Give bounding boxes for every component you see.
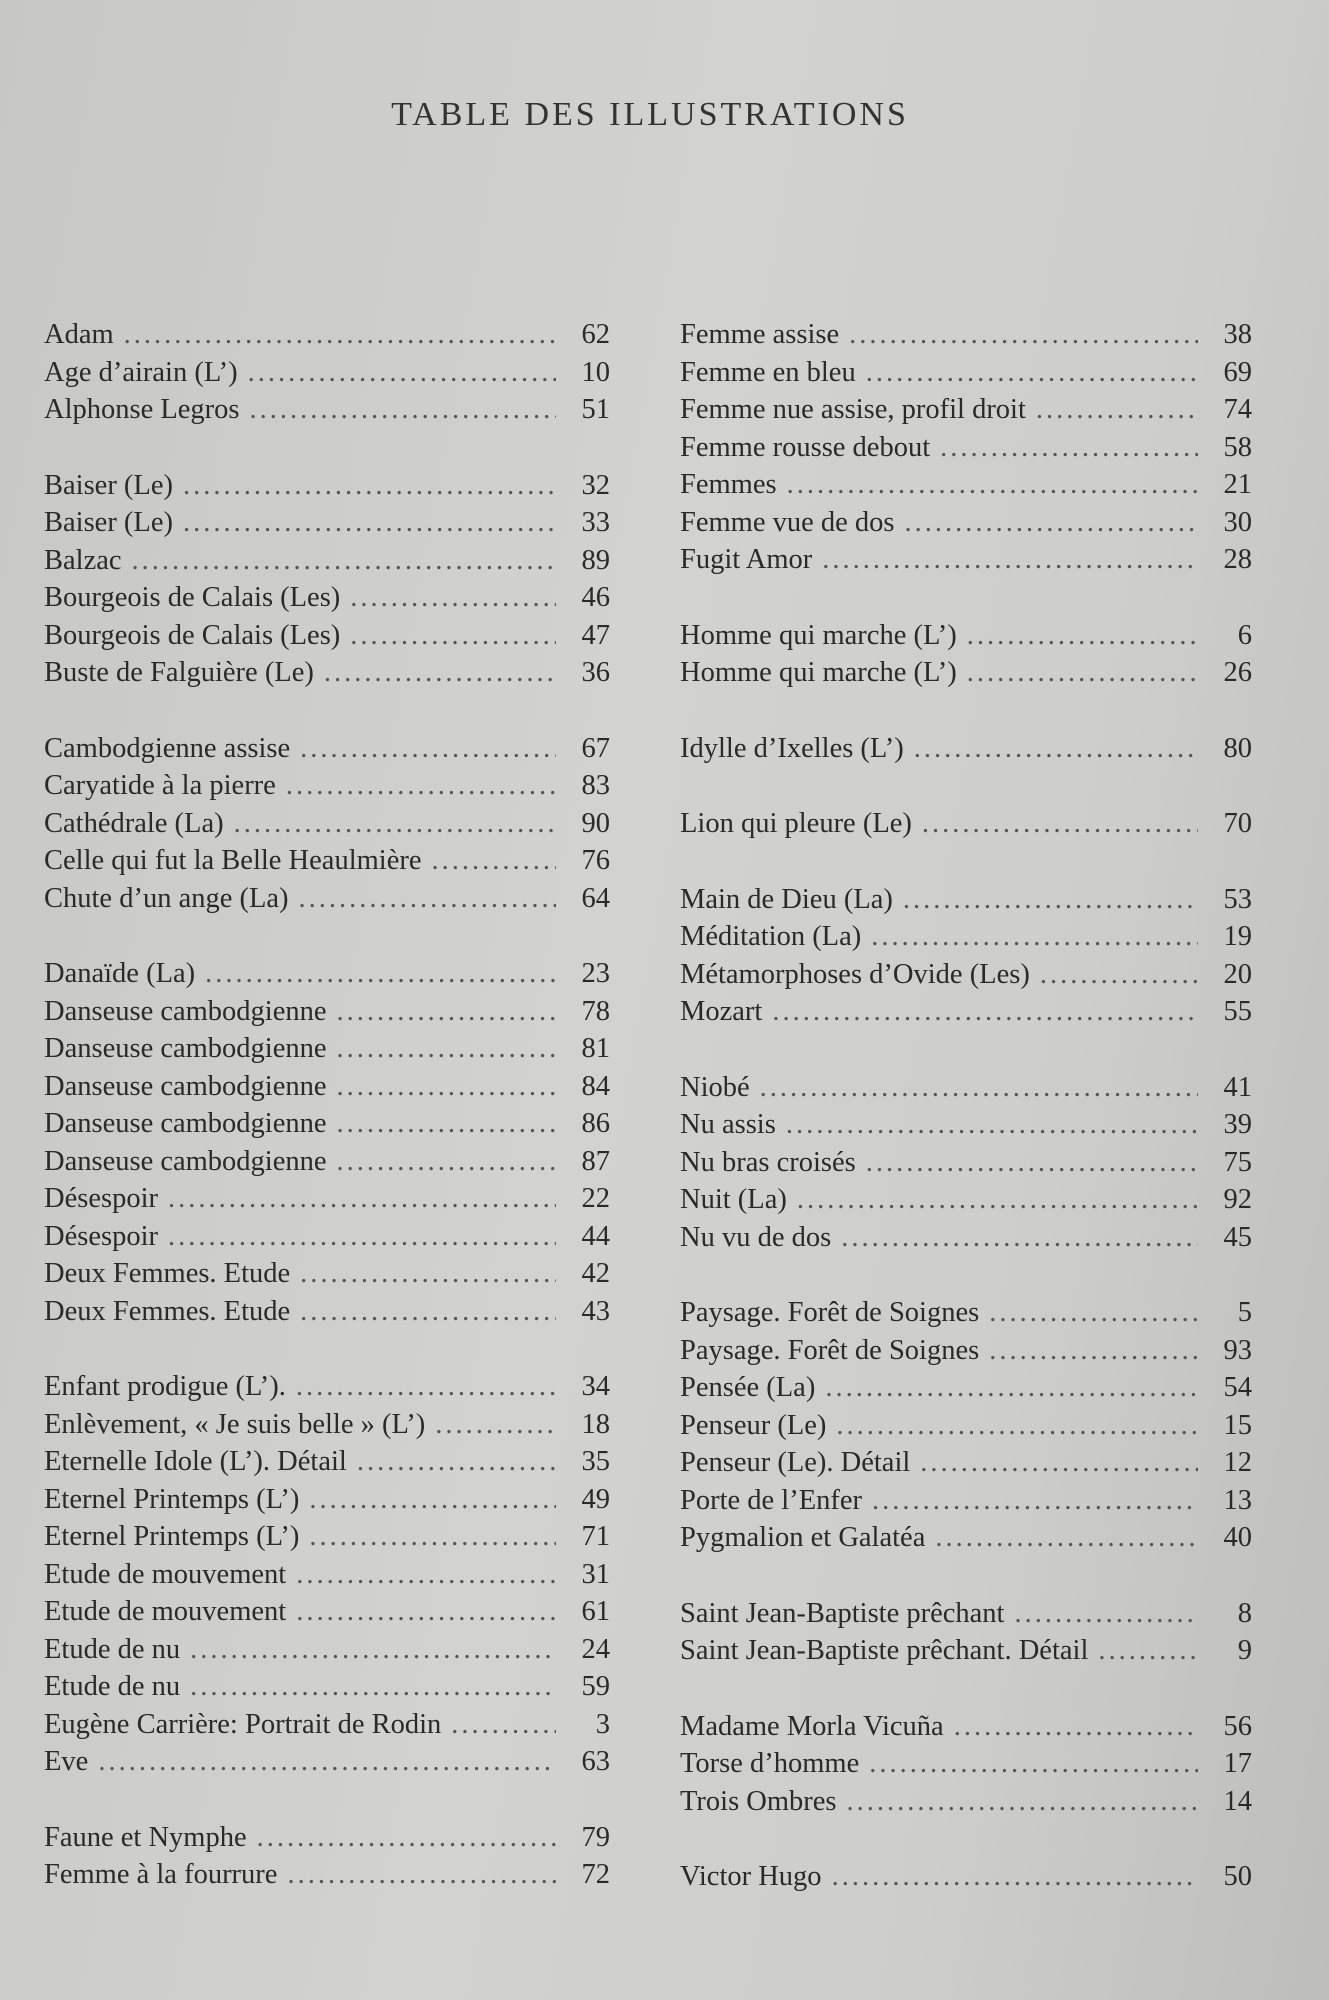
index-entry xyxy=(44,1406,610,1444)
index-group xyxy=(680,730,1252,768)
dot-leader xyxy=(98,1743,556,1781)
index-entry xyxy=(680,354,1252,392)
entry-page-number: 87 xyxy=(581,1145,610,1177)
index-entry xyxy=(44,1368,610,1406)
entry-page-number: 32 xyxy=(581,469,610,501)
index-entry xyxy=(680,1708,1252,1746)
dot-leader xyxy=(296,1593,556,1631)
dot-leader xyxy=(435,1406,556,1444)
dot-leader xyxy=(914,730,1198,768)
dot-leader xyxy=(250,391,556,429)
entry-page-number: 79 xyxy=(581,1821,610,1853)
dot-leader xyxy=(205,955,556,993)
entry-page-number: 6 xyxy=(1237,619,1252,651)
index-group xyxy=(44,1819,610,1894)
entry-page-number: 22 xyxy=(581,1183,610,1214)
entry-title: Baiser (Le) xyxy=(44,507,173,538)
entry-page-number: 84 xyxy=(581,1070,610,1102)
entry-title: Penseur (Le). Détail xyxy=(680,1447,911,1478)
index-entry xyxy=(44,579,610,617)
dot-leader xyxy=(300,730,556,768)
entry-title: Danseuse cambodgienne xyxy=(44,995,327,1027)
entry-title: Cathédrale (La) xyxy=(44,807,224,839)
entry-page-number: 14 xyxy=(1223,1785,1252,1817)
index-group xyxy=(680,1069,1252,1257)
entry-page-number: 33 xyxy=(581,507,610,538)
entry-page-number: 34 xyxy=(581,1371,610,1402)
index-entry xyxy=(44,1293,610,1331)
dot-leader xyxy=(337,1030,556,1068)
entry-page-number: 53 xyxy=(1223,883,1252,915)
page-title: TABLE DES ILLUSTRATIONS xyxy=(391,96,909,133)
entry-page-number: 74 xyxy=(1223,394,1252,425)
index-entry xyxy=(680,1106,1252,1144)
index-entry xyxy=(44,654,610,692)
entry-page-number: 69 xyxy=(1223,356,1252,388)
entry-page-number: 31 xyxy=(581,1558,610,1590)
index-entry xyxy=(44,1819,610,1857)
dot-leader xyxy=(920,1444,1198,1482)
dot-leader xyxy=(234,805,556,843)
entry-title: Eternel Printemps (L’) xyxy=(44,1483,300,1515)
index-entry xyxy=(680,541,1252,579)
entry-page-number: 45 xyxy=(1223,1221,1252,1253)
index-entry xyxy=(680,429,1252,467)
entry-page-number: 19 xyxy=(1223,921,1252,952)
dot-leader xyxy=(1098,1632,1198,1670)
entry-title: Eve xyxy=(44,1746,89,1777)
entry-page-number: 23 xyxy=(581,958,610,989)
entry-title: Femmes xyxy=(680,469,777,500)
index-entry xyxy=(44,993,610,1031)
entry-title: Penseur (Le) xyxy=(680,1409,827,1441)
entry-title: Homme qui marche (L’) xyxy=(680,619,957,651)
index-entry xyxy=(680,1745,1252,1783)
index-entry xyxy=(44,1668,610,1706)
index-entry xyxy=(44,805,610,843)
entry-title: Paysage. Forêt de Soignes xyxy=(680,1297,980,1328)
index-entry xyxy=(680,730,1252,768)
entry-page-number: 41 xyxy=(1223,1071,1252,1103)
index-entry xyxy=(44,1556,610,1594)
entry-title: Lion qui pleure (Le) xyxy=(680,808,912,839)
entry-page-number: 92 xyxy=(1223,1184,1252,1215)
index-entry xyxy=(44,316,610,354)
dot-leader xyxy=(967,617,1198,655)
entry-title: Désespoir xyxy=(44,1183,158,1214)
index-entry xyxy=(44,1481,610,1519)
dot-leader xyxy=(432,842,557,880)
entry-title: Pygmalion et Galatéa xyxy=(680,1522,926,1553)
index-entry xyxy=(680,956,1252,994)
index-entry xyxy=(44,1743,610,1781)
entry-title: Eternelle Idole (L’). Détail xyxy=(44,1446,347,1477)
entry-title: Eternel Printemps (L’) xyxy=(44,1521,300,1552)
dot-leader xyxy=(168,1218,556,1256)
dot-leader xyxy=(869,1745,1198,1783)
entry-title: Deux Femmes. Etude xyxy=(44,1295,291,1327)
dot-leader xyxy=(309,1518,556,1556)
dot-leader xyxy=(836,1407,1198,1445)
entry-title: Main de Dieu (La) xyxy=(680,883,893,915)
entry-page-number: 63 xyxy=(581,1746,610,1777)
index-entry xyxy=(44,1255,610,1293)
dot-leader xyxy=(822,541,1198,579)
dot-leader xyxy=(287,1856,556,1894)
entry-page-number: 58 xyxy=(1223,431,1252,463)
entry-page-number: 61 xyxy=(581,1596,610,1627)
entry-title: Danaïde (La) xyxy=(44,958,196,989)
entry-page-number: 72 xyxy=(581,1859,610,1890)
entry-title: Etude de mouvement xyxy=(44,1596,287,1627)
index-entry xyxy=(680,993,1252,1031)
dot-leader xyxy=(866,354,1198,392)
entry-title: Eugène Carrière: Portrait de Rodin xyxy=(44,1708,442,1740)
index-group xyxy=(44,467,610,692)
index-entry xyxy=(680,1595,1252,1633)
entry-title: Balzac xyxy=(44,544,122,576)
index-group xyxy=(680,1595,1252,1670)
entry-page-number: 35 xyxy=(581,1446,610,1477)
entry-page-number: 24 xyxy=(581,1633,610,1665)
entry-page-number: 67 xyxy=(581,732,610,764)
entry-page-number: 36 xyxy=(581,657,610,688)
entry-title: Paysage. Forêt de Soignes xyxy=(680,1334,980,1366)
dot-leader xyxy=(337,993,556,1031)
index-entry xyxy=(680,1144,1252,1182)
dot-leader xyxy=(296,1368,556,1406)
right-column xyxy=(680,316,1252,1934)
entry-page-number: 38 xyxy=(1223,319,1252,350)
index-group xyxy=(680,1294,1252,1557)
dot-leader xyxy=(825,1369,1198,1407)
dot-leader xyxy=(1014,1595,1198,1633)
dot-leader xyxy=(772,993,1198,1031)
entry-page-number: 8 xyxy=(1237,1597,1252,1629)
entry-title: Nu vu de dos xyxy=(680,1221,832,1253)
index-entry xyxy=(680,1294,1252,1332)
entry-title: Idylle d’Ixelles (L’) xyxy=(680,732,904,764)
dot-leader xyxy=(1040,956,1198,994)
entry-title: Saint Jean-Baptiste prêchant. Détail xyxy=(680,1635,1089,1666)
index-entry xyxy=(44,504,610,542)
dot-leader xyxy=(309,1481,556,1519)
entry-title: Etude de nu xyxy=(44,1671,181,1702)
dot-leader xyxy=(357,1443,556,1481)
dot-leader xyxy=(451,1706,556,1744)
entry-page-number: 76 xyxy=(581,845,610,876)
entry-title: Celle qui fut la Belle Heaulmière xyxy=(44,845,422,876)
entry-page-number: 50 xyxy=(1223,1861,1252,1892)
entry-page-number: 93 xyxy=(1223,1334,1252,1366)
entry-page-number: 89 xyxy=(581,544,610,576)
dot-leader xyxy=(337,1068,556,1106)
entry-page-number: 81 xyxy=(581,1033,610,1064)
left-column xyxy=(44,316,610,1932)
entry-title: Etude de nu xyxy=(44,1633,181,1665)
entry-title: Fugit Amor xyxy=(680,544,813,575)
entry-title: Danseuse cambodgienne xyxy=(44,1070,327,1102)
dot-leader xyxy=(760,1069,1198,1107)
entry-title: Baiser (Le) xyxy=(44,469,173,501)
entry-title: Femme à la fourrure xyxy=(44,1859,278,1890)
dot-leader xyxy=(967,654,1198,692)
index-entry xyxy=(680,1482,1252,1520)
dot-leader xyxy=(871,918,1198,956)
dot-leader xyxy=(286,767,556,805)
index-entry xyxy=(44,617,610,655)
entry-title: Nu bras croisés xyxy=(680,1146,856,1178)
index-entry xyxy=(44,1593,610,1631)
entry-page-number: 10 xyxy=(581,356,610,388)
entry-title: Caryatide à la pierre xyxy=(44,770,276,801)
index-entry xyxy=(680,1783,1252,1821)
entry-page-number: 75 xyxy=(1223,1146,1252,1178)
dot-leader xyxy=(797,1181,1198,1219)
dot-leader xyxy=(786,1106,1198,1144)
index-entry xyxy=(680,1069,1252,1107)
entry-page-number: 64 xyxy=(581,882,610,914)
entry-title: Méditation (La) xyxy=(680,921,862,952)
index-entry xyxy=(680,1181,1252,1219)
entry-title: Madame Morla Vicuña xyxy=(680,1710,944,1742)
entry-page-number: 78 xyxy=(581,995,610,1027)
index-entry xyxy=(44,842,610,880)
index-entry xyxy=(680,1407,1252,1445)
index-entry xyxy=(44,1143,610,1181)
index-entry xyxy=(680,617,1252,655)
index-entry xyxy=(44,880,610,918)
entry-page-number: 40 xyxy=(1223,1522,1252,1553)
index-group xyxy=(44,955,610,1330)
index-entry xyxy=(44,1180,610,1218)
entry-title: Danseuse cambodgienne xyxy=(44,1108,327,1139)
entry-page-number: 42 xyxy=(581,1258,610,1289)
entry-page-number: 90 xyxy=(581,807,610,839)
entry-title: Deux Femmes. Etude xyxy=(44,1258,291,1289)
index-entry xyxy=(44,1631,610,1669)
entry-title: Femme en bleu xyxy=(680,356,856,388)
dot-leader xyxy=(337,1105,556,1143)
dot-leader xyxy=(841,1219,1198,1257)
entry-page-number: 13 xyxy=(1223,1484,1252,1516)
dot-leader xyxy=(324,654,556,692)
index-entry xyxy=(44,1218,610,1256)
entry-page-number: 80 xyxy=(1223,732,1252,764)
index-entry xyxy=(680,1858,1252,1896)
entry-page-number: 71 xyxy=(581,1521,610,1552)
entry-page-number: 21 xyxy=(1223,469,1252,500)
dot-leader xyxy=(168,1180,556,1218)
entry-title: Enfant prodigue (L’). xyxy=(44,1371,286,1402)
index-entry xyxy=(680,1369,1252,1407)
dot-leader xyxy=(183,504,556,542)
entry-page-number: 86 xyxy=(581,1108,610,1139)
index-entry xyxy=(680,1219,1252,1257)
entry-page-number: 51 xyxy=(581,394,610,425)
entry-page-number: 55 xyxy=(1223,996,1252,1027)
index-entry xyxy=(44,467,610,505)
index-entry xyxy=(680,881,1252,919)
entry-page-number: 49 xyxy=(581,1483,610,1515)
entry-title: Victor Hugo xyxy=(680,1861,822,1892)
dot-leader xyxy=(257,1819,556,1857)
entry-page-number: 83 xyxy=(581,770,610,801)
index-entry xyxy=(680,504,1252,542)
entry-title: Bourgeois de Calais (Les) xyxy=(44,619,341,651)
index-entry xyxy=(680,654,1252,692)
entry-title: Buste de Falguière (Le) xyxy=(44,657,314,688)
entry-page-number: 9 xyxy=(1237,1635,1252,1666)
entry-page-number: 20 xyxy=(1223,958,1252,990)
index-entry xyxy=(680,466,1252,504)
index-group xyxy=(680,1708,1252,1821)
index-entry xyxy=(680,918,1252,956)
index-entry xyxy=(44,730,610,768)
dot-leader xyxy=(849,316,1198,354)
index-entry xyxy=(44,1706,610,1744)
entry-title: Femme rousse debout xyxy=(680,431,931,463)
entry-title: Pensée (La) xyxy=(680,1372,816,1403)
entry-page-number: 46 xyxy=(581,582,610,613)
entry-title: Métamorphoses d’Ovide (Les) xyxy=(680,958,1030,990)
index-entry xyxy=(680,1332,1252,1370)
entry-page-number: 30 xyxy=(1223,506,1252,538)
dot-leader xyxy=(1036,391,1198,429)
entry-title: Nu assis xyxy=(680,1109,776,1140)
entry-title: Bourgeois de Calais (Les) xyxy=(44,582,341,613)
entry-title: Torse d’homme xyxy=(680,1748,860,1779)
entry-title: Porte de l’Enfer xyxy=(680,1484,863,1516)
dot-leader xyxy=(190,1668,556,1706)
dot-leader xyxy=(337,1143,556,1181)
index-entry xyxy=(44,1856,610,1894)
entry-page-number: 26 xyxy=(1223,657,1252,688)
dot-leader xyxy=(787,466,1198,504)
index-group xyxy=(44,730,610,918)
entry-page-number: 70 xyxy=(1223,808,1252,839)
index-entry xyxy=(44,354,610,392)
index-entry xyxy=(680,805,1252,843)
index-entry xyxy=(44,1443,610,1481)
entry-page-number: 39 xyxy=(1223,1109,1252,1140)
dot-leader xyxy=(124,316,556,354)
entry-page-number: 62 xyxy=(581,319,610,350)
entry-title: Nuit (La) xyxy=(680,1184,787,1215)
entry-title: Trois Ombres xyxy=(680,1785,837,1817)
entry-page-number: 54 xyxy=(1223,1372,1252,1403)
index-entry xyxy=(680,1519,1252,1557)
entry-title: Etude de mouvement xyxy=(44,1558,287,1590)
index-group xyxy=(680,881,1252,1031)
dot-leader xyxy=(350,579,556,617)
entry-page-number: 59 xyxy=(581,1671,610,1702)
index-entry xyxy=(680,1632,1252,1670)
entry-page-number: 12 xyxy=(1223,1447,1252,1478)
dot-leader xyxy=(954,1708,1198,1746)
entry-page-number: 28 xyxy=(1223,544,1252,575)
entry-title: Saint Jean-Baptiste prêchant xyxy=(680,1597,1005,1629)
entry-title: Niobé xyxy=(680,1071,750,1103)
entry-page-number: 47 xyxy=(581,619,610,651)
entry-page-number: 5 xyxy=(1237,1297,1252,1328)
entry-title: Enlèvement, « Je suis belle » (L’) xyxy=(44,1408,426,1440)
entry-title: Alphonse Legros xyxy=(44,394,240,425)
index-group xyxy=(680,1858,1252,1896)
dot-leader xyxy=(350,617,556,655)
index-group xyxy=(680,316,1252,579)
entry-page-number: 44 xyxy=(581,1220,610,1252)
entry-title: Femme assise xyxy=(680,319,840,350)
index-entry xyxy=(44,1518,610,1556)
index-entry xyxy=(44,955,610,993)
dot-leader xyxy=(190,1631,556,1669)
dot-leader xyxy=(989,1294,1198,1332)
entry-title: Adam xyxy=(44,319,114,350)
index-group xyxy=(680,617,1252,692)
dot-leader xyxy=(989,1332,1198,1370)
dot-leader xyxy=(132,542,556,580)
index-group xyxy=(680,805,1252,843)
entry-page-number: 15 xyxy=(1223,1409,1252,1441)
entry-title: Chute d’un ange (La) xyxy=(44,882,289,914)
entry-title: Danseuse cambodgienne xyxy=(44,1033,327,1064)
entry-title: Mozart xyxy=(680,996,763,1027)
dot-leader xyxy=(296,1556,556,1594)
dot-leader xyxy=(905,504,1198,542)
dot-leader xyxy=(922,805,1198,843)
dot-leader xyxy=(847,1783,1198,1821)
entry-page-number: 17 xyxy=(1223,1748,1252,1779)
dot-leader xyxy=(299,880,556,918)
dot-leader xyxy=(300,1293,556,1331)
index-entry xyxy=(680,316,1252,354)
index-entry xyxy=(44,1068,610,1106)
dot-leader xyxy=(248,354,556,392)
dot-leader xyxy=(940,429,1198,467)
index-entry xyxy=(44,1105,610,1143)
index-entry xyxy=(680,1444,1252,1482)
entry-page-number: 3 xyxy=(595,1708,610,1740)
dot-leader xyxy=(183,467,556,505)
index-entry xyxy=(680,391,1252,429)
entry-title: Désespoir xyxy=(44,1220,158,1252)
entry-title: Femme nue assise, profil droit xyxy=(680,394,1026,425)
index-entry xyxy=(44,1030,610,1068)
index-entry xyxy=(44,542,610,580)
dot-leader xyxy=(300,1255,556,1293)
entry-title: Cambodgienne assise xyxy=(44,732,291,764)
entry-page-number: 56 xyxy=(1223,1710,1252,1742)
dot-leader xyxy=(872,1482,1198,1520)
entry-page-number: 43 xyxy=(581,1295,610,1327)
entry-title: Faune et Nymphe xyxy=(44,1821,247,1853)
index-entry xyxy=(44,767,610,805)
entry-title: Homme qui marche (L’) xyxy=(680,657,957,688)
dot-leader xyxy=(832,1858,1198,1896)
entry-title: Femme vue de dos xyxy=(680,506,895,538)
dot-leader xyxy=(935,1519,1198,1557)
entry-title: Danseuse cambodgienne xyxy=(44,1145,327,1177)
dot-leader xyxy=(866,1144,1198,1182)
dot-leader xyxy=(903,881,1198,919)
index-group xyxy=(44,316,610,429)
index-entry xyxy=(44,391,610,429)
entry-title: Age d’airain (L’) xyxy=(44,356,238,388)
index-group xyxy=(44,1368,610,1781)
entry-page-number: 18 xyxy=(581,1408,610,1440)
